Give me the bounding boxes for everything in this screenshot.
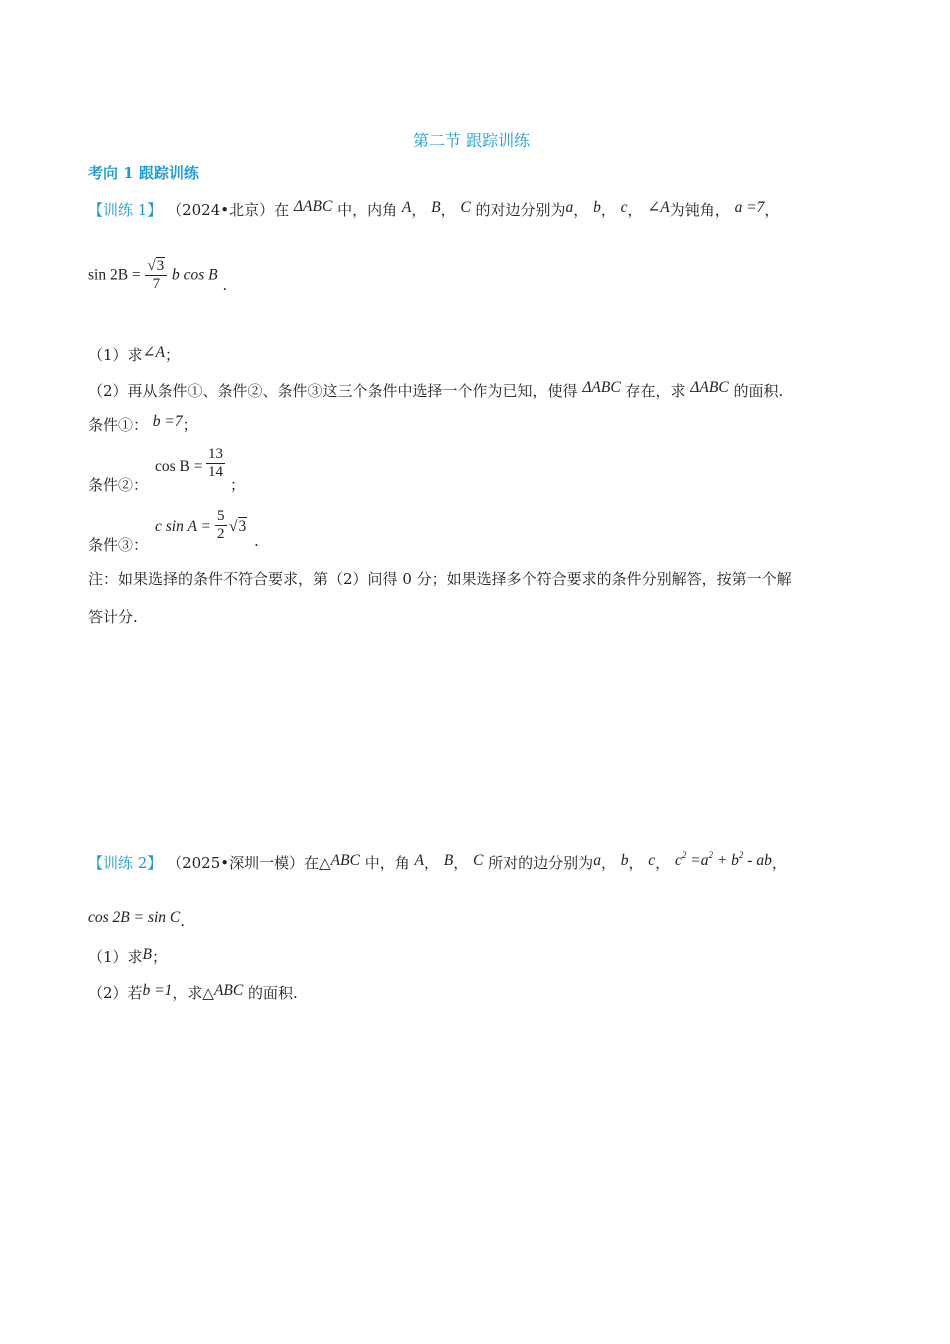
ex2-question-2 xyxy=(88,982,298,1003)
fraction-numerator xyxy=(145,258,167,276)
var-b-upper: B xyxy=(443,852,454,869)
exponent: 2 xyxy=(681,850,687,860)
condition-label: 条件①： xyxy=(88,416,149,434)
text: 中，角 xyxy=(364,854,410,872)
comma: ， xyxy=(627,201,643,219)
fraction-numerator: 5 xyxy=(217,508,225,524)
var-c: c xyxy=(648,852,656,869)
equation-expression: cos 2B = sin C xyxy=(88,909,181,926)
note-line-2: 答计分. xyxy=(88,608,138,626)
equation-c-squared xyxy=(675,852,772,869)
fraction-denominator: 14 xyxy=(208,464,223,480)
text: 所对的边分别为 xyxy=(488,854,594,872)
exponent: 2 xyxy=(738,850,744,860)
period: . xyxy=(254,532,259,550)
equation-lhs: sin 2B = xyxy=(88,266,141,284)
triangle-abc: ΔABC xyxy=(293,198,333,215)
comma: ， xyxy=(628,854,644,872)
var-c: c xyxy=(674,852,682,869)
text: =a xyxy=(686,852,709,869)
comma: ， xyxy=(600,201,616,219)
equation-a-7: a =7 xyxy=(734,199,765,216)
condition-label: 条件③： xyxy=(88,536,149,554)
text: ； xyxy=(165,346,181,364)
exercise-1-tag: 【训练 1】 xyxy=(88,201,163,219)
exponent: 2 xyxy=(708,850,713,860)
var-a: a xyxy=(565,199,574,216)
condition-expression: c sin A = xyxy=(155,518,211,535)
text: 存在，求 xyxy=(625,382,686,400)
var-b: b xyxy=(620,852,629,869)
period: . xyxy=(222,275,228,294)
text: - ab xyxy=(743,852,772,869)
text: ； xyxy=(182,416,198,434)
sqrt-symbol: √3 xyxy=(229,518,247,535)
sqrt-symbol: √3 xyxy=(147,258,165,274)
triangle-abc: ABC xyxy=(213,982,244,999)
var-c-upper: C xyxy=(473,852,484,869)
comma: ， xyxy=(655,854,671,872)
text: ； xyxy=(230,476,246,494)
comma: ， xyxy=(573,201,589,219)
comma: ， xyxy=(764,201,780,219)
note-line-1: 注：如果选择的条件不符合要求，第（2）问得 0 分；如果选择多个符合要求的条件分别解答，按第一个解 xyxy=(88,570,792,588)
equation-b-1: b =1 xyxy=(142,982,173,999)
text: 的面积. xyxy=(248,984,298,1002)
angle-a: ∠A xyxy=(647,199,670,216)
comma: ， xyxy=(453,854,469,872)
text: （1）求 xyxy=(88,346,143,364)
triangle-abc: ΔABC xyxy=(582,379,621,396)
text: ； xyxy=(152,948,168,966)
var-a: a xyxy=(593,852,601,869)
question-2 xyxy=(88,380,783,401)
condition-3 xyxy=(88,506,259,554)
comma: ， xyxy=(411,201,427,219)
text: 中，内角 xyxy=(337,201,398,219)
condition-expression: b =7 xyxy=(152,413,183,430)
radicand: 3 xyxy=(156,258,165,274)
condition-2 xyxy=(88,446,246,494)
comma: ， xyxy=(600,854,616,872)
radicand: 3 xyxy=(238,518,247,535)
equation-sin2b xyxy=(88,258,227,293)
var-c-upper: C xyxy=(460,199,471,216)
fraction xyxy=(215,508,227,543)
fraction-numerator: 13 xyxy=(208,446,223,462)
text: 的对边分别为 xyxy=(475,201,566,219)
angle-a: ∠A xyxy=(142,344,166,361)
text: 为钝角， xyxy=(669,201,730,219)
triangle-abc: ΔABC xyxy=(690,379,729,396)
var-b-upper: B xyxy=(431,199,441,216)
triangle-abc: ABC xyxy=(330,852,360,869)
question-1 xyxy=(88,344,180,365)
exercise-2-intro xyxy=(88,852,787,873)
ex2-question-1 xyxy=(88,946,167,967)
var-a-upper: A xyxy=(401,199,412,216)
page-title: 第二节 跟踪训练 xyxy=(413,131,531,150)
period: . xyxy=(180,912,186,930)
var-a-upper: A xyxy=(414,852,424,869)
equation-rhs: b cos B xyxy=(171,266,218,284)
comma: ， xyxy=(440,201,456,219)
fraction-denominator: 2 xyxy=(217,526,225,542)
section-heading: 考向 1 跟踪训练 xyxy=(88,164,199,182)
fraction xyxy=(145,258,167,293)
comma: ， xyxy=(771,854,787,872)
text: 的面积. xyxy=(733,382,784,400)
exercise-2-tag: 【训练 2】 xyxy=(88,854,163,872)
condition-label: 条件②： xyxy=(88,476,149,494)
exercise-1-intro xyxy=(88,199,779,220)
exercise-2-source: （2025•深圳一模）在△ xyxy=(167,854,331,872)
comma: ， xyxy=(423,854,439,872)
var-c: c xyxy=(620,199,628,216)
fraction-denominator: 7 xyxy=(152,276,161,292)
text: ，求△ xyxy=(172,984,214,1002)
exercise-1-source: （2024•北京）在 xyxy=(167,201,290,219)
condition-expression: cos B = xyxy=(155,458,203,475)
fraction xyxy=(206,446,225,481)
text: （1）求 xyxy=(88,948,143,966)
text: + b xyxy=(712,852,739,869)
condition-1 xyxy=(88,414,198,435)
text: （2）再从条件①、条件②、条件③这三个条件中选择一个作为已知，使得 xyxy=(88,382,578,400)
var-b-upper: B xyxy=(142,946,153,963)
equation-cos2b xyxy=(88,908,186,930)
var-b: b xyxy=(593,199,601,216)
text: （2）若 xyxy=(88,984,143,1002)
